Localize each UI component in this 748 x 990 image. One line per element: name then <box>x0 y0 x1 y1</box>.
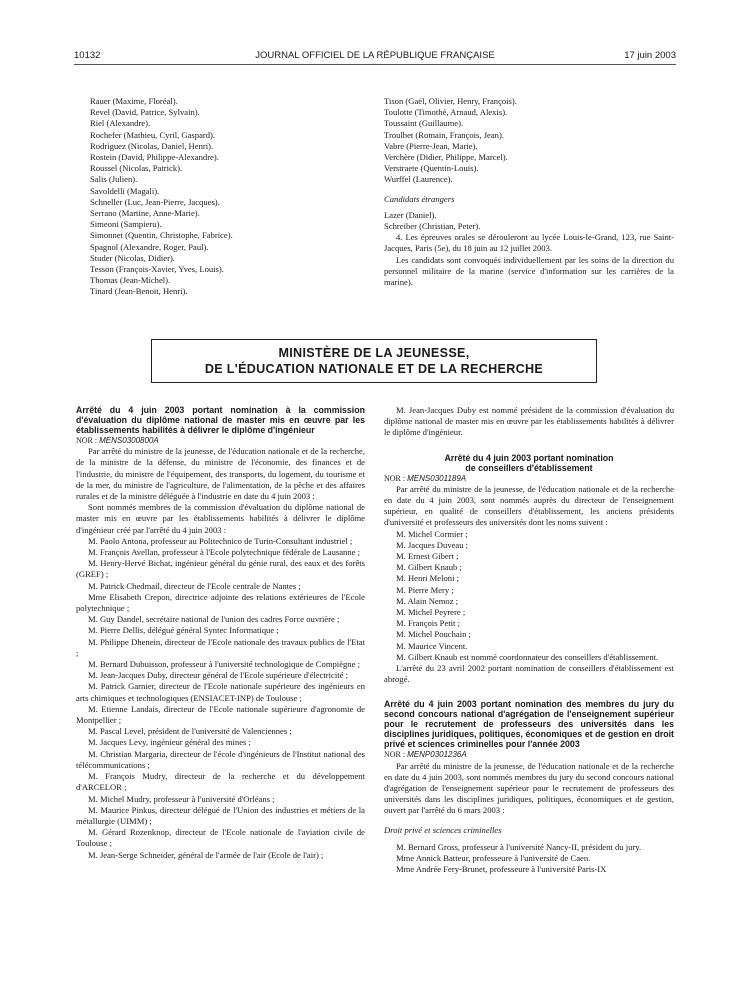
name-entry: Tison (Gaël, Olivier, Henry, François). <box>384 96 517 106</box>
conseiller-name: M. Henri Meloni ; <box>396 573 460 584</box>
jury-intro: Par arrêté du ministre de la jeunesse, de l'éducation nationale et de la recherche en date du 4 juin 2003, sont nommés membres du jury du second concours national d'agrégation de l'enseignement supérieur pour le recrutement de professeurs des universités dans les disciplines juridiques, politiques, économiques et de gestion, ouvert par l'arrêté du 6 mars 2003 : <box>384 760 674 816</box>
ministry-banner <box>151 339 597 383</box>
commission-member: M. Pascal Level, président de l'université de Valenciennes ; <box>88 726 292 737</box>
name-entry: Savoldelli (Magali). <box>90 185 160 196</box>
abrogation-paragraph: L'arrêté du 23 avril 2002 portant nomination de conseillers d'établissement est abrogé. <box>384 663 674 685</box>
commission-member: M. Philippe Dhenein, directeur de l'Ecole nationale des travaux publics de l'Etat ; <box>76 636 365 658</box>
right-column <box>384 405 674 876</box>
commission-member: M. Bernard Dubuisson, professeur à l'université technologique de Compiègne ; <box>88 659 360 670</box>
name-entry: Rostein (David, Philippe-Alexandre). <box>90 152 219 163</box>
conseiller-name: M. Michel Peyrere ; <box>396 607 466 618</box>
commission-member: M. François Avellan, professeur à l'Ecole polytechnique fédérale de Lausanne ; <box>88 547 360 558</box>
jury-member: Mme Annick Batteur, professeure à l'université de Caen. <box>396 853 591 864</box>
publication-date: 17 juin 2003 <box>624 50 676 61</box>
name-entry: Rochefer (Mathieu, Cyril, Gaspard). <box>90 129 216 140</box>
conseillers-article-title <box>384 453 674 473</box>
commission-member: M. Maurice Pinkus, directeur délégué de l'Union des industries et métiers de la métallurgie (UIMM) ; <box>76 804 365 826</box>
name-entry: Vabre (Pierre-Jean, Marie). <box>384 140 478 151</box>
top-right-name-list <box>384 96 674 186</box>
commission-member: M. Gérard Rozenknop, directeur de l'Ecole nationale de l'aviation civile de Toulouse ; <box>76 827 365 849</box>
president-paragraph: M. Jean-Jacques Duby est nommé président de la commission d'évaluation du diplôme national de master mis en œuvre par les établissements habilités à délivrer le diplôme d'ingénieur. <box>384 405 674 438</box>
oral-exams-paragraph: 4. Les épreuves orales se dérouleront au lycée Louis-le-Grand, 123, rue Saint-Jacques, Paris (5e), du 18 juin au 12 juillet 2003. <box>384 232 674 254</box>
name-entry: Schneller (Luc, Jean-Pierre, Jacques). <box>90 196 220 207</box>
conseillers-article-nor <box>384 473 674 484</box>
name-entry: Revel (David, Patrice, Sylvain). <box>90 107 200 118</box>
top-left-name-list <box>90 96 355 298</box>
commission-member: M. Michel Mudry, professeur à l'université d'Orléans ; <box>88 793 275 804</box>
name-entry: Toussaint (Guillaume). <box>384 118 464 129</box>
commission-member: M. Patrick Chedmail, directeur de l'Ecole centrale de Nantes ; <box>88 580 301 591</box>
name-entry: Simeoni (Sampieru). <box>90 219 162 230</box>
conseiller-name: M. Gilbert Knaub ; <box>396 562 462 573</box>
commission-member: M. Jean-Jacques Duby, directeur général de l'Ecole supérieure d'électricité ; <box>88 670 348 681</box>
journal-title: JOURNAL OFFICIEL DE LA RÉPUBLIQUE FRANÇAISE <box>255 50 495 61</box>
ministry-line-1: MINISTÈRE DE LA JEUNESSE, <box>278 346 470 360</box>
nor-code: MENS0300800A <box>99 436 159 445</box>
conseillers-intro: Par arrêté du ministre de la jeunesse, de l'éducation nationale et de la recherche en date du 4 juin 2003, sont nommés auprès du directeur de l'enseignement supérieur, en qualité de conseillers d'établissement, les anciens présidents d'université et professeurs des universités dont les noms suivent : <box>384 483 674 528</box>
nor-label: NOR : <box>384 473 406 483</box>
name-entry: Schreiber (Christian, Peter). <box>384 221 481 232</box>
conseiller-name: M. Alain Nemoz ; <box>396 595 459 606</box>
commission-member: M. Pierre Dellis, délégué général Syntec Informatique ; <box>88 625 279 636</box>
foreign-candidates-heading: Candidats étrangers <box>384 193 455 204</box>
name-entry: Tesson (François-Xavier, Yves, Louis). <box>90 264 224 275</box>
nor-code: MENP0301236A <box>407 750 467 760</box>
left-article-lead: Sont nommés membres de la commission d'évaluation du diplôme national de master mis en œuvre par les établissements habilités à délivrer le diplôme d'ingénieur créé par l'arrêté du 4 juin 2003 : <box>76 502 365 535</box>
name-entry: Wurffel (Laurence). <box>384 174 453 185</box>
commission-member: M. Patrick Garnier, directeur de l'Ecole nationale supérieure des ingénieurs en arts chimiques et technologiques (ENSIACET-INP) de Toulouse ; <box>76 681 365 703</box>
jury-member: Mme Andrée Fery-Brunet, professeure à l'université Paris-IX <box>396 864 607 875</box>
left-article-title: Arrêté du 4 juin 2003 portant nomination à la commission d'évaluation du diplôme national de master mis en œuvre par les établissements habilités à délivrer le diplôme d'ingénieur <box>76 405 365 435</box>
foreign-candidates-list <box>384 210 674 232</box>
left-article-intro: Par arrêté du ministre de la jeunesse, de l'éducation nationale et de la recherche, de la ministre de la défense, du ministre de l'économie, des finances et de l'industrie, du ministre de l'équipement, des transports, du logement, du tourisme et de la mer, du ministre de l'agriculture, de l'alimentation, de la pêche et des affaires rurales et de la ministre déléguée à l'industrie en date du 4 juin 2003 : <box>76 446 365 502</box>
name-entry: Riel (Alexandre). <box>90 118 151 129</box>
page-number: 10132 <box>74 50 101 61</box>
conseiller-name: M. François Petit ; <box>396 618 460 629</box>
convocation-paragraph: Les candidats sont convoqués individuellement par les soins de la direction du personnel militaire de la marine (service d'information sur les carrières de la marine). <box>384 254 674 288</box>
name-entry: Tinard (Jean-Benoit, Henri). <box>90 286 188 297</box>
left-article-nor <box>76 435 365 446</box>
conseiller-name: M. Michel Pouchain ; <box>396 629 471 640</box>
name-entry: Verstraete (Quentin-Louis). <box>384 163 479 174</box>
page-header <box>74 50 676 64</box>
name-entry: Serrano (Martine, Anne-Marie). <box>90 208 200 219</box>
name-entry: Spagnol (Alexandre, Roger, Paul). <box>90 241 209 252</box>
name-entry: Thomas (Jean-Michel). <box>90 275 171 286</box>
name-entry: Simonnet (Quentin, Christophe, Fabrice). <box>90 230 233 241</box>
conseiller-name: M. Maurice Vincent. <box>396 640 468 651</box>
nor-code: MENS0301189A <box>407 473 467 483</box>
coordinator-paragraph: M. Gilbert Knaub est nommé coordonnateur des conseillers d'établissement. <box>396 651 659 662</box>
top-right-block <box>384 96 674 288</box>
commission-member: M. Christian Margaria, directeur de l'école d'ingénieurs de l'Institut national des télécommunications ; <box>76 748 365 770</box>
jury-article-title: Arrêté du 4 juin 2003 portant nomination des membres du jury du second concours national d'agrégation de l'enseignement supérieur pour le recrutement de professeurs des universités dans les disciplines juridiques, politiques, économiques et de gestion en droit privé et sciences criminelles pour l'année 2003 <box>384 699 674 750</box>
name-entry: Studer (Nicolas, Didier). <box>90 252 175 263</box>
name-entry: Salis (Julien). <box>90 174 138 185</box>
commission-member: M. Henry-Hervé Bichat, ingénieur général du génie rural, des eaux et des forêts (GREF) ; <box>76 558 365 580</box>
nor-label: NOR : <box>76 436 98 445</box>
name-entry: Roussel (Nicolas, Patrick). <box>90 163 183 174</box>
left-article <box>76 405 365 861</box>
name-entry: Verchère (Didier, Philippe, Marcel). <box>384 152 508 163</box>
commission-member: M. Etienne Landais, directeur de l'Ecole nationale supérieure d'agronomie de Montpellier ; <box>76 703 365 726</box>
commission-member: M. Paolo Antona, professeur au Politechnico de Turin-Consultant industriel ; <box>88 535 353 546</box>
name-entry: Toulotte (Timothé, Arnaud, Alexis). <box>384 107 508 118</box>
conseiller-name: M. Jacques Duveau ; <box>396 539 469 550</box>
name-entry: Rauer (Maxime, Floréal). <box>90 96 178 106</box>
name-entry: Troulbet (Romain, François, Jean). <box>384 129 504 140</box>
commission-member: M. Jean-Serge Schneider, général de l'armée de l'air (Ecole de l'air) ; <box>88 849 324 860</box>
conseiller-name: M. Ernest Gibert ; <box>396 551 459 562</box>
commission-member: M. Guy Dandel, secrétaire national de l'union des cadres Force ouvrière ; <box>88 614 340 625</box>
header-rule <box>74 64 676 65</box>
name-entry: Lazer (Daniel). <box>384 209 437 220</box>
ministry-line-2: DE L'ÉDUCATION NATIONALE ET DE LA RECHERCHE <box>204 362 544 376</box>
commission-member: Mme Elisabeth Crepon, directrice adjointe des relations extérieures de l'Ecole polytechnique ; <box>76 591 365 614</box>
conseillers-title-line-1: Arrêté du 4 juin 2003 portant nomination <box>444 452 614 463</box>
conseillers-name-list <box>384 529 674 652</box>
jury-member-list <box>384 842 674 876</box>
conseiller-name: M. Michel Cormier ; <box>396 528 468 539</box>
name-entry: Rodriguez (Nicolas, Daniel, Henri). <box>90 140 214 151</box>
jury-member: M. Bernard Gross, professeur à l'université Nancy-II, président du jury. <box>396 841 642 852</box>
conseillers-title-line-2: de conseillers d'établissement <box>465 462 593 473</box>
jury-article-nor <box>384 749 674 760</box>
conseiller-name: M. Pierre Mery ; <box>396 584 454 595</box>
commission-member: M. Jacques Levy, ingénieur général des mines ; <box>88 737 251 748</box>
commission-member-list <box>76 536 365 861</box>
commission-member: M. François Mudry, directeur de la recherche et du développement d'ARCELOR ; <box>76 771 365 793</box>
nor-label: NOR : <box>384 750 406 760</box>
jury-subheading: Droit privé et sciences criminelles <box>384 824 502 835</box>
